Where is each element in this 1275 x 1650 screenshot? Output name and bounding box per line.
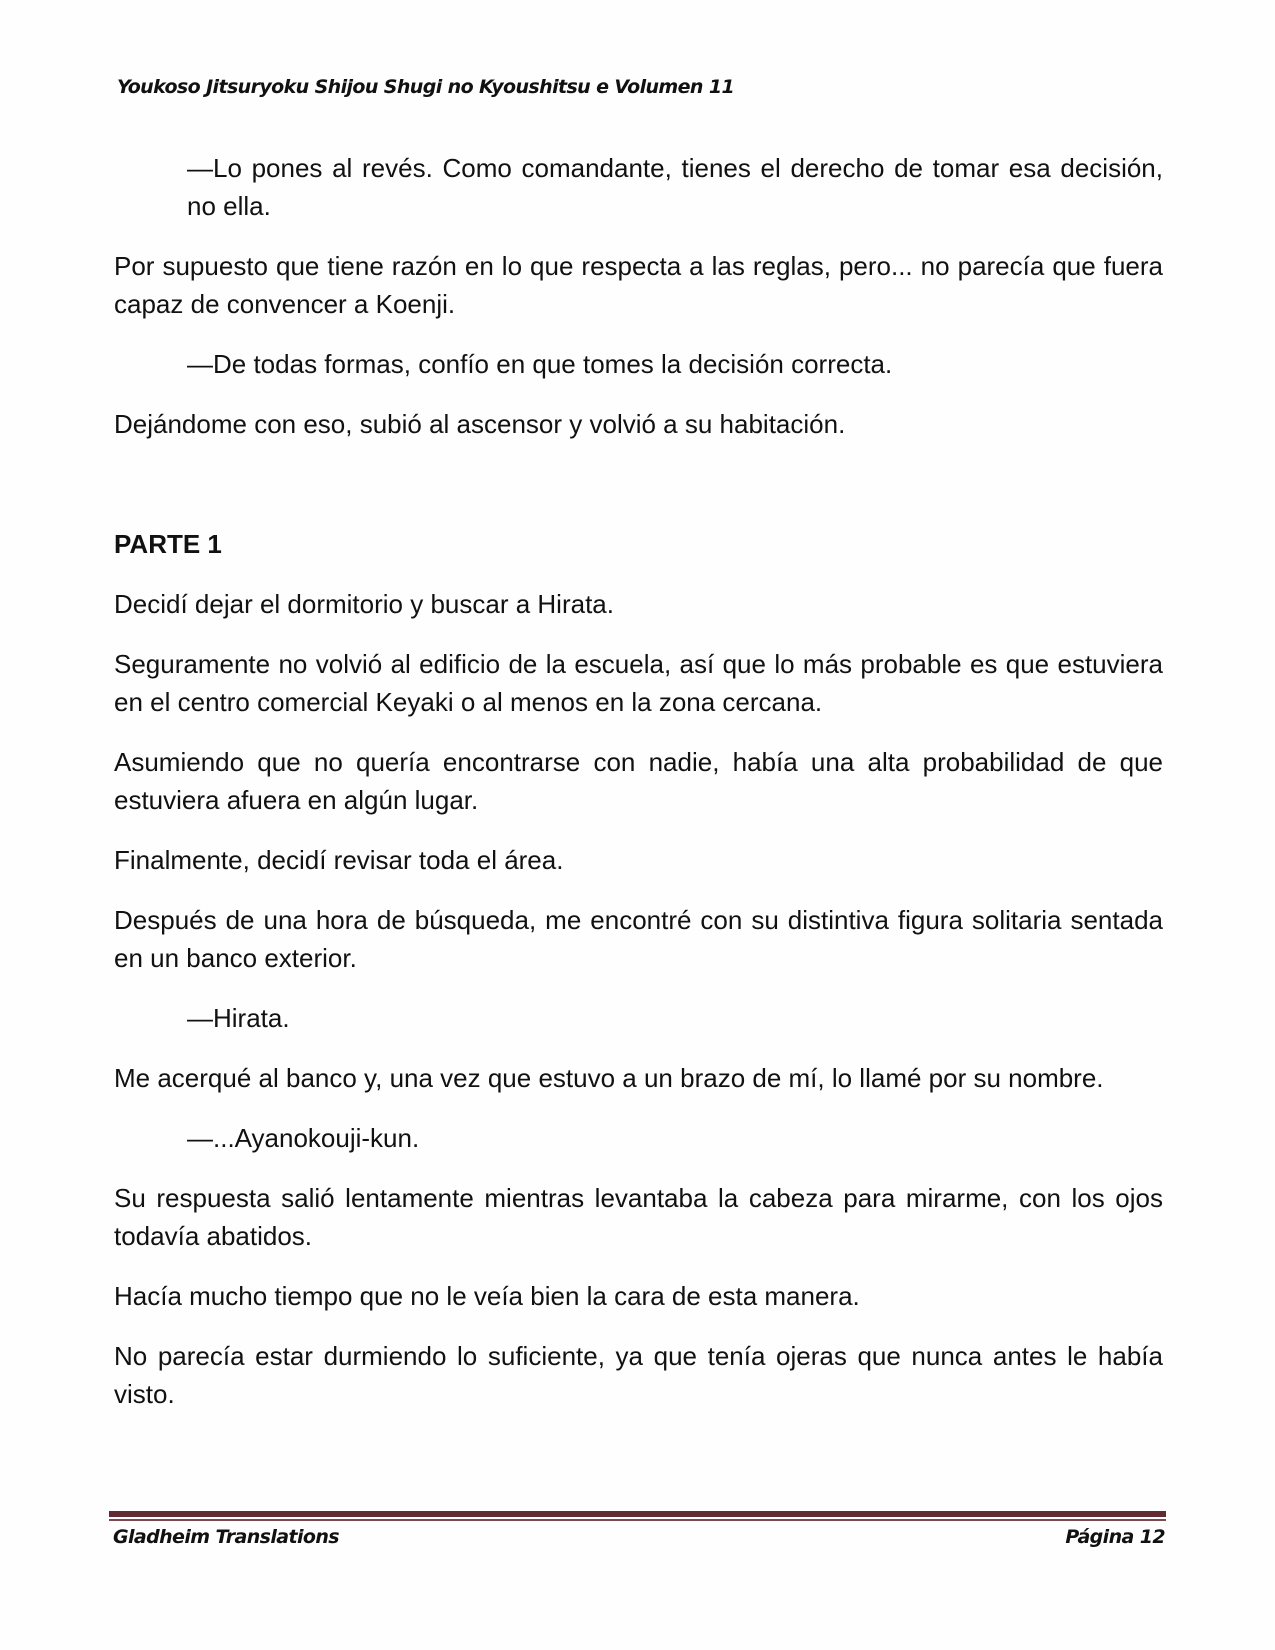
- dialogue-paragraph: —Lo pones al revés. Como comandante, tienes el derecho de tomar esa decisión, no ella.: [187, 153, 1163, 221]
- body-text: [114, 149, 1163, 1435]
- narration-paragraph: Finalmente, decidí revisar toda el área.: [114, 845, 564, 875]
- dialogue-paragraph: —De todas formas, confío en que tomes la decisión correcta.: [187, 349, 893, 379]
- narration-paragraph: Su respuesta salió lentamente mientras levantaba la cabeza para mirarme, con los ojos todavía abatidos.: [114, 1183, 1163, 1251]
- narration-paragraph: Decidí dejar el dormitorio y buscar a Hirata.: [114, 589, 614, 619]
- narration-paragraph: No parecía estar durmiendo lo suficiente, ya que tenía ojeras que nunca antes le había visto.: [114, 1341, 1163, 1409]
- narration-paragraph: Después de una hora de búsqueda, me encontré con su distintiva figura solitaria sentada en un banco exterior.: [114, 905, 1163, 973]
- footer-rule: [109, 1511, 1166, 1517]
- footer-publisher: Gladheim Translations: [113, 1526, 339, 1548]
- narration-paragraph: Dejándome con eso, subió al ascensor y volvió a su habitación.: [114, 409, 846, 439]
- narration-paragraph: Por supuesto que tiene razón en lo que respecta a las reglas, pero... no parecía que fuera capaz de convencer a Koenji.: [114, 251, 1163, 319]
- dialogue-paragraph: —...Ayanokouji-kun.: [187, 1123, 420, 1153]
- footer-rule-thin: [109, 1519, 1166, 1521]
- narration-paragraph: Hacía mucho tiempo que no le veía bien la cara de esta manera.: [114, 1281, 860, 1311]
- running-header-title: Youkoso Jitsuryoku Shijou Shugi no Kyoushitsu e Volumen 11: [117, 76, 735, 98]
- dialogue-paragraph: —Hirata.: [187, 1003, 290, 1033]
- narration-paragraph: Me acerqué al banco y, una vez que estuvo a un brazo de mí, lo llamé por su nombre.: [114, 1063, 1104, 1093]
- narration-paragraph: Seguramente no volvió al edificio de la escuela, así que lo más probable es que estuviera en el centro comercial Keyaki o al menos en la zona cercana.: [114, 649, 1163, 717]
- narration-paragraph: Asumiendo que no quería encontrarse con nadie, había una alta probabilidad de que estuviera afuera en algún lugar.: [114, 747, 1163, 815]
- section-heading: PARTE 1: [114, 529, 222, 559]
- footer-page-number: Página 12: [1065, 1526, 1165, 1548]
- blank-paragraph: [114, 465, 1163, 503]
